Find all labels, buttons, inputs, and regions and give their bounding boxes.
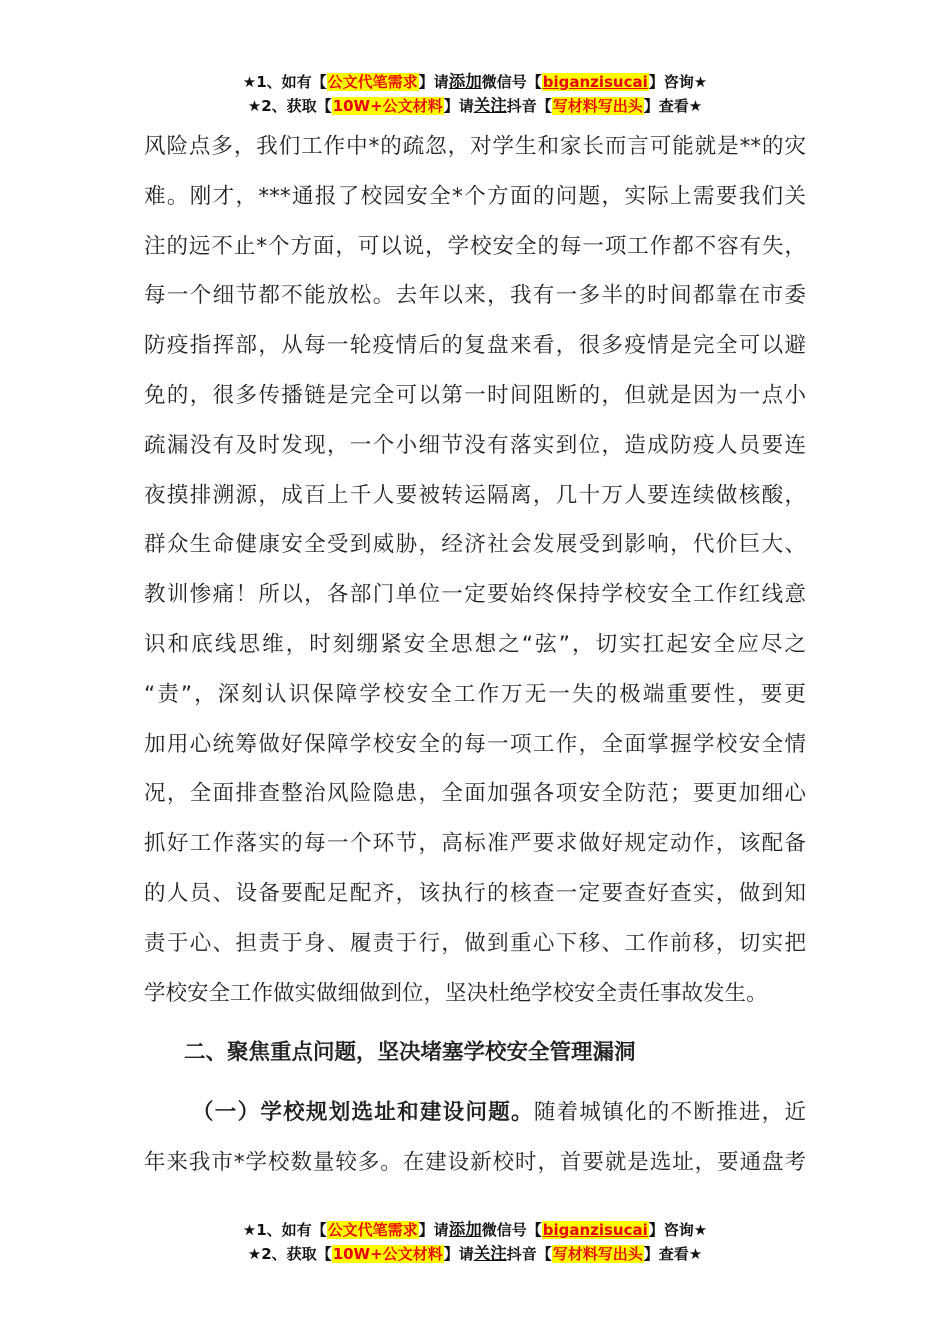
- underlined-text: 关注: [473, 96, 507, 115]
- banner-text: ★1、如有【: [242, 1221, 327, 1239]
- banner-text: ★1、如有【: [242, 73, 327, 91]
- subsection-text: 随着城镇化的不断推进，近: [533, 1100, 806, 1125]
- banner-line-2: [0, 1242, 950, 1266]
- banner-text: 】请: [443, 1245, 474, 1263]
- subsection-title: （一）学校规划选址和建设问题。: [192, 1100, 534, 1125]
- banner-line-2: [0, 94, 950, 118]
- text-line: 教训惨痛！所以，各部门单位一定要始终保持学校安全工作红线意: [144, 582, 806, 608]
- highlight-service: 公文代笔需求: [327, 1221, 418, 1239]
- footer-banner: [0, 1218, 950, 1266]
- highlight-materials: 10W+公文材料: [332, 97, 443, 115]
- banner-text: ★2、获取【: [247, 1245, 332, 1263]
- text-line: 群众生命健康安全受到威胁，经济社会发展受到影响，代价巨大、: [144, 532, 806, 558]
- text-line: 风险点多，我们工作中*的疏忽，对学生和家长而言可能就是**的灾: [144, 134, 806, 159]
- text-line: 注的远不止*个方面，可以说，学校安全的每一项工作都不容有失，: [144, 233, 806, 259]
- highlight-materials: 10W+公文材料: [332, 1245, 443, 1263]
- body-paragraph: [144, 122, 806, 1018]
- banner-text: 】请: [443, 97, 474, 115]
- highlight-service: 公文代笔需求: [327, 73, 418, 91]
- text-line: 抓好工作落实的每一个环节，高标准严要求做好规定动作，该配备: [144, 831, 806, 857]
- underlined-text: 关注: [473, 1244, 507, 1263]
- text-line: 每一个细节都不能放松。去年以来，我有一多半的时间都靠在市委: [144, 283, 806, 309]
- underlined-text: 添加: [448, 72, 482, 91]
- banner-text: ★2、获取【: [247, 97, 332, 115]
- text-line: 况，全面排查整治风险隐患，全面加强各项安全防范；要更加细心: [144, 781, 806, 807]
- subsection-first-line: [144, 1088, 806, 1138]
- text-line: 学校安全工作做实做细做到位，坚决杜绝学校安全责任事故发生。: [144, 980, 768, 1006]
- highlight-wechat-id: biganzisucai: [542, 73, 648, 91]
- highlight-account: 写材料写出头: [552, 1245, 643, 1263]
- underlined-text: 添加: [448, 1220, 482, 1239]
- text-line: 免的，很多传播链是完全可以第一时间阻断的，但就是因为一点小: [144, 382, 806, 408]
- banner-text: 微信号【: [481, 73, 542, 91]
- banner-text: 抖音【: [506, 97, 552, 115]
- text-line: 防疫指挥部，从每一轮疫情后的复盘来看，很多疫情是完全可以避: [144, 333, 806, 359]
- banner-text: 】请: [418, 73, 449, 91]
- banner-text: 】咨询★: [648, 73, 708, 91]
- header-banner: [0, 70, 950, 118]
- text-line: 责于心、担责于身、履责于行，做到重心下移、工作前移，切实把: [144, 930, 806, 956]
- banner-text: 】请: [418, 1221, 449, 1239]
- banner-text: 】查看★: [643, 1245, 703, 1263]
- text-line: 加用心统筹做好保障学校安全的每一项工作，全面掌握学校安全情: [144, 731, 806, 757]
- banner-text: 微信号【: [481, 1221, 542, 1239]
- banner-text: 】咨询★: [648, 1221, 708, 1239]
- highlight-account: 写材料写出头: [552, 97, 643, 115]
- text-line: 年来我市*学校数量较多。在建设新校时，首要就是选址，要通盘考: [144, 1149, 806, 1175]
- text-line: 难。刚才，***通报了校园安全*个方面的问题，实际上需要我们关: [144, 183, 806, 209]
- subsection-paragraph: [144, 1088, 806, 1188]
- text-line: 疏漏没有及时发现，一个小细节没有落实到位，造成防疫人员要连: [144, 432, 806, 458]
- banner-line-1: [0, 70, 950, 94]
- text-line: 识和底线思维，时刻绷紧安全思想之“弦”，切实扛起安全应尽之: [144, 631, 806, 657]
- banner-line-1: [0, 1218, 950, 1242]
- banner-text: 】查看★: [643, 97, 703, 115]
- text-line: 的人员、设备要配足配齐，该执行的核查一定要查好查实，做到知: [144, 880, 806, 906]
- text-line: “责”，深刻认识保障学校安全工作万无一失的极端重要性，要更: [144, 681, 806, 707]
- section-heading: 二、聚焦重点问题，坚决堵塞学校安全管理漏洞: [184, 1040, 636, 1065]
- banner-text: 抖音【: [506, 1245, 552, 1263]
- text-line: 夜摸排溯源，成百上千人要被转运隔离，几十万人要连续做核酸，: [144, 482, 806, 508]
- highlight-wechat-id: biganzisucai: [542, 1221, 648, 1239]
